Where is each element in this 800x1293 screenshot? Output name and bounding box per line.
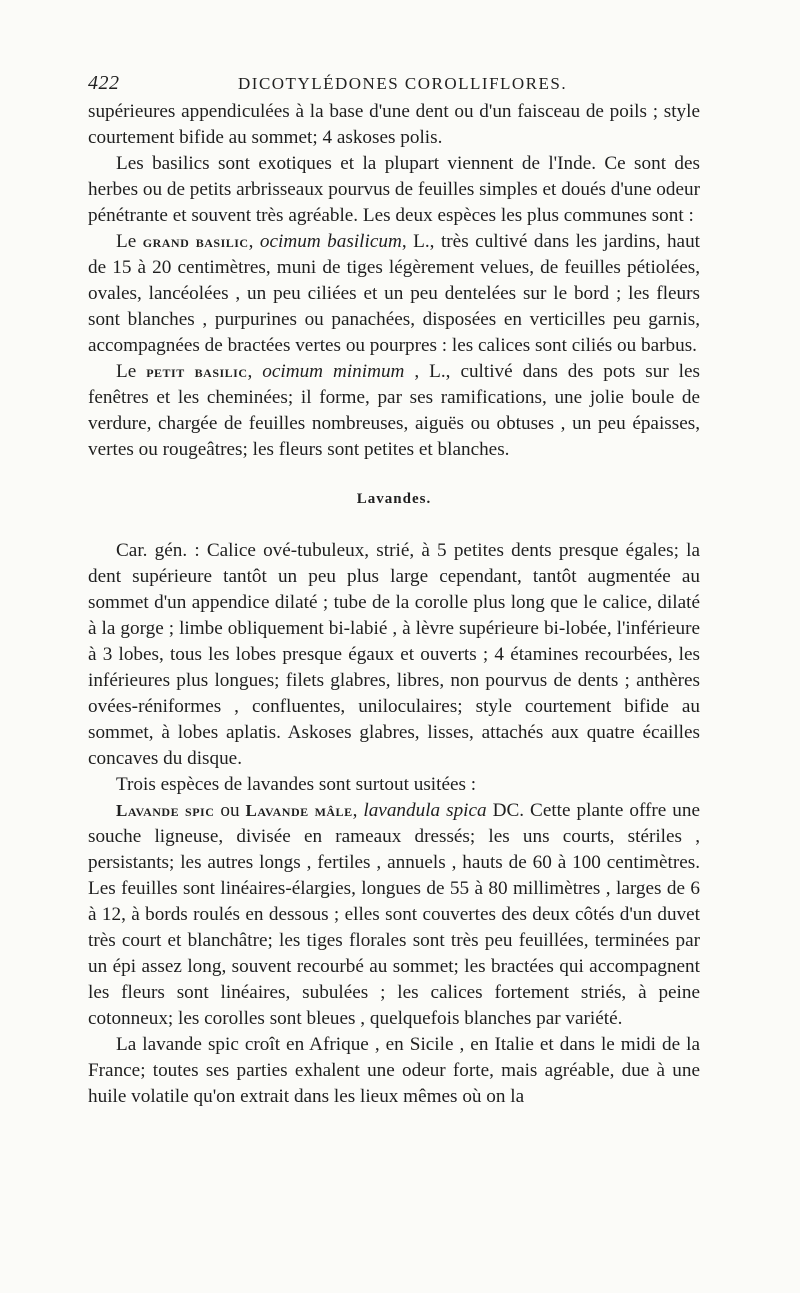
text-ou: ou bbox=[214, 800, 246, 821]
paragraph-continuation: supérieures appendiculées à la base d'une dent ou d'un faisceau de poils ; style courtement bifide au sommet; 4 askoses polis. bbox=[88, 101, 700, 148]
paragraph-petit-basilic bbox=[88, 359, 700, 463]
species-name: Lavande spic bbox=[116, 801, 215, 820]
text-body: , L., cultivé dans des pots sur les fenêtres et les cheminées; il forme, par ses ramifications, une jolie boule de verdure, chargée de feuilles nombreuses, aiguës ou obtuses , un peu épaisses, vertes ou rougeâtres; les fleurs sont petites et blanches. bbox=[88, 361, 700, 460]
text-lead: Le bbox=[116, 231, 143, 252]
latin-name: lavandula spica bbox=[363, 800, 487, 821]
text-sep: , bbox=[352, 800, 364, 821]
paragraph-general-characters: Car. gén. : Calice ové-tubuleux, strié, à 5 petites dents presque égales; la dent supérieure tantôt un peu plus large cependant, tantôt augmentée au sommet d'un appendice dilaté ; tube de la corolle plus long que le calice, dilaté à la gorge ; limbe obliquement bi-labié , à lèvre supérieure bi-lobée, l'inférieure à 3 lobes, tous les lobes presque égaux et ouverts ; 4 étamines recourbées, les inférieures plus longues; filets glabres, libres, non pourvus de dents ; anthères ovées-réniformes , confluentes, uniloculaires; style courtement bifide au sommet, à lobes aplatis. Askoses glabres, lisses, attachés aux quatre écailles concaves du disque. bbox=[88, 540, 700, 769]
latin-name: ocimum minimum bbox=[262, 361, 405, 382]
paragraph-three-species: Trois espèces de lavandes sont surtout usitées : bbox=[116, 774, 477, 795]
text-body: DC. Cette plante offre une souche ligneuse, divisée en rameaux dressés; les uns courts, stériles , persistants; les autres longs , fertiles , annuels , hauts de 60 à 100 centimètres. Les feuilles sont linéaires-élargies, longues de 55 à 80 millimètres , larges de 6 à 12, à bords roulés en dessous ; elles sont couvertes des deux côtés d'un duvet très court et blanchâtre; les tiges florales sont très peu feuillées, terminées par un épi assez long, souvent recourbé au sommet; les bractées qui accompagnent les fleurs sont linéaires, subulées ; les calices fortement striés, à peine cotonneux; les corolles sont bleues , quelquefois blanches par variété. bbox=[88, 800, 701, 1029]
section-heading: Lavandes. bbox=[356, 491, 432, 507]
page-header bbox=[88, 72, 700, 95]
species-name: petit basilic bbox=[146, 362, 248, 381]
species-name-alt: Lavande mâle bbox=[245, 801, 353, 820]
paragraph-basilics-intro: Les basilics sont exotiques et la plupart viennent de l'Inde. Ce sont des herbes ou de petits arbrisseaux pourvus de feuilles simples et doués d'une odeur pénétrante et souvent très agréable. Les deux espèces les plus communes sont : bbox=[88, 153, 700, 226]
latin-name: ocimum basilicum bbox=[259, 231, 402, 252]
text-lead: Le bbox=[116, 361, 147, 382]
paragraph-habitat: La lavande spic croît en Afrique , en Sicile , en Italie et dans le midi de la France; toutes ses parties exhalent une odeur forte, mais agréable, due à une huile volatile qu'on extrait dans les lieux mêmes où on la bbox=[88, 1034, 700, 1107]
paragraph-grand-basilic bbox=[88, 229, 700, 359]
species-name: grand basilic bbox=[142, 232, 249, 251]
page-number: 422 bbox=[88, 72, 120, 94]
text-sep: , bbox=[247, 361, 263, 382]
text-sep: , bbox=[248, 231, 260, 252]
running-title: DICOTYLÉDONES COROLLIFLORES. bbox=[238, 74, 568, 93]
text-body: , L., très cultivé dans les jardins, haut de 15 à 20 centimètres, muni de tiges légèrement velues, de feuilles pétiolées, ovales, lancéolées , un peu ciliées et un peu dentelées sur le bord ; les fleurs sont blanches , purpurines ou panachées, disposées en verticilles peu garnis, accompagnées de bractées vertes ou pourpres : les calices sont ciliés ou barbus. bbox=[88, 231, 700, 356]
paragraph-lavande-spic bbox=[88, 798, 700, 1032]
